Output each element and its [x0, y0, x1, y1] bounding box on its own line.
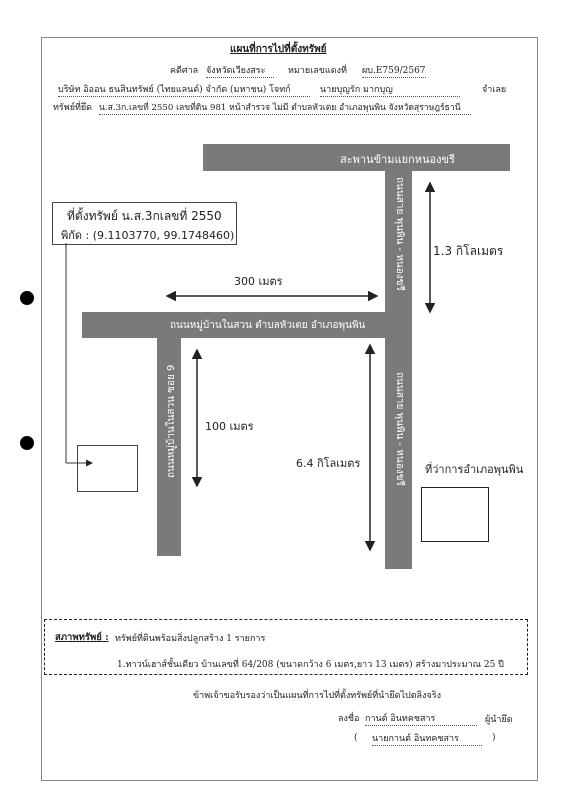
- condition-line2: 1.ทาวน์เฮาส์ชั้นเดียว บ้านเลขที่ 64/208 (ขนาดกว้าง 6 เมตร,ยาว 13 เมตร) สร้างมาประมาณ 25 ปี: [117, 660, 504, 670]
- case-no-label: หมายเลขแดงที่: [288, 66, 347, 76]
- paren-close: ): [492, 733, 496, 743]
- page-title: แผนที่การไปที่ตั้งทรัพย์: [230, 44, 327, 55]
- plaintiff: บริษัท อิออน ธนสินทรัพย์ (ไทยแลนด์) จำกัด (มหาชน) โจทก์: [58, 82, 310, 97]
- certify-text: ข้าพเจ้าขอรับรองว่าเป็นแผนที่การไปที่ตั้งทรัพย์ที่นำยึดไปตลิงจริง: [193, 691, 441, 701]
- dist-1-3km-label: 1.3 กิโลเมตร: [433, 244, 504, 258]
- defendant: นายบุญรัก มากบุญ: [320, 82, 460, 97]
- punch-hole: [20, 291, 34, 305]
- district-office-building: [421, 487, 489, 542]
- asset-label: ทรัพย์ที่ยึด: [53, 103, 93, 113]
- defendant-role: จำเลย: [482, 85, 507, 95]
- printed-name: นายกานต์ อินทคชสาร: [372, 731, 482, 746]
- asset-info-line1: ที่ตั้งทรัพย์ น.ส.3กเลขที่ 2550: [67, 209, 222, 223]
- road-middle-label: ถนนหมู่บ้านในสวน ตำบลหัวเตย อำเภอพุนพิน: [170, 320, 366, 331]
- court-label: คดีศาล: [170, 66, 199, 76]
- signature: กานต์ อินทคชสาร: [365, 711, 477, 726]
- paren-open: (: [354, 733, 358, 743]
- sign-label: ลงชื่อ: [338, 714, 360, 724]
- court-value: จังหวัดเวียงสระ: [206, 63, 274, 78]
- condition-line1: ทรัพย์ที่ดินพร้อมสิ่งปลูกสร้าง 1 รายการ: [115, 634, 266, 644]
- dist-300-label: 300 เมตร: [234, 275, 283, 288]
- road-main-upper-label: ถนนสาย พุนพิน - หนองขรี: [394, 177, 405, 291]
- punch-hole: [20, 436, 34, 450]
- signer-role: ผู้นำยึด: [485, 715, 513, 725]
- asset-value: น.ส.3ก.เลขที่ 2550 เลขที่ดิน 981 หน้าสำรวจ ไม่มี ตำบลหัวเตย อำเภอพุนพิน จังหวัดสุราษฎร์ธานี: [99, 100, 471, 115]
- asset-parcel: [77, 445, 138, 492]
- case-no-value: ผบ.E759/2567: [362, 63, 426, 78]
- road-top-label: สะพานข้ามแยกหนองขรี: [340, 153, 455, 166]
- asset-info-box: [52, 202, 237, 245]
- asset-info-line2: พิกัด : (9.1103770, 99.1748460): [61, 229, 235, 242]
- road-main-lower-label: ถนนสาย พุนพิน - หนองขรี: [394, 372, 405, 486]
- dist-100-label: 100 เมตร: [205, 420, 254, 433]
- dist-6-4km-label: 6.4 กิโลเมตร: [296, 457, 361, 470]
- road-soi-label: ถนนหมู่บ้านในสวน ซอย 9: [166, 364, 177, 478]
- district-office-label: ที่ว่าการอำเภอพุนพิน: [425, 463, 524, 476]
- condition-label: สภาพทรัพย์ :: [55, 632, 109, 643]
